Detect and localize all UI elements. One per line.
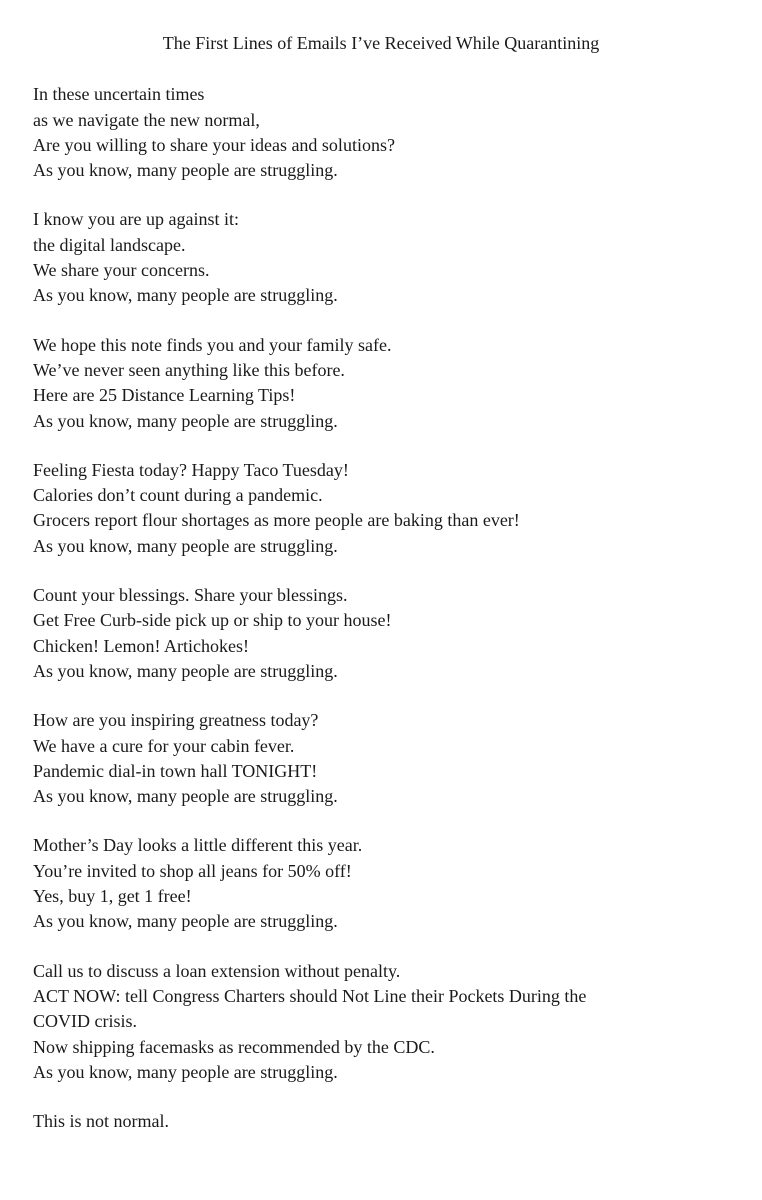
stanza [33, 583, 736, 684]
poem-line: Mother’s Day looks a little different this year. [33, 835, 363, 856]
stanza [33, 708, 736, 809]
stanza [33, 333, 736, 434]
poem-line: As you know, many people are struggling. [33, 535, 338, 556]
poem-line: We have a cure for your cabin fever. [33, 735, 295, 756]
poem-line: Pandemic dial-in town hall TONIGHT! [33, 760, 318, 781]
poem-line: I know you are up against it: [33, 209, 239, 230]
poem-line: Grocers report flour shortages as more people are baking than ever! [33, 510, 520, 531]
poem-body [33, 82, 736, 1134]
poem-line: As you know, many people are struggling. [33, 911, 338, 932]
stanza [33, 458, 736, 559]
stanza [33, 207, 736, 308]
poem-line: Here are 25 Distance Learning Tips! [33, 385, 296, 406]
poem-line: Feeling Fiesta today? Happy Taco Tuesday! [33, 459, 349, 480]
poem-line: Chicken! Lemon! Artichokes! [33, 635, 249, 656]
poem-line: Now shipping facemasks as recommended by the CDC. [33, 1036, 435, 1057]
stanza-container [33, 82, 736, 1085]
poem-line: Call us to discuss a loan extension without penalty. [33, 960, 401, 981]
poem-line: As you know, many people are struggling. [33, 786, 338, 807]
poem-line: Are you willing to share your ideas and solutions? [33, 134, 395, 155]
poem-line: As you know, many people are struggling. [33, 1061, 338, 1082]
poem-line: as we navigate the new normal, [33, 109, 260, 130]
poem-line: Calories don’t count during a pandemic. [33, 485, 323, 506]
poem-line: How are you inspiring greatness today? [33, 710, 319, 731]
poem-line: As you know, many people are struggling. [33, 160, 338, 181]
poem-title: The First Lines of Emails I’ve Received While Quarantining [162, 33, 600, 53]
stanza [33, 959, 736, 1085]
poem-line: Count your blessings. Share your blessings. [33, 585, 348, 606]
poem-line: You’re invited to shop all jeans for 50% off! [33, 860, 352, 881]
poem-closing-line: This is not normal. [33, 1111, 169, 1132]
poem-line: We hope this note finds you and your family safe. [33, 334, 392, 355]
poem-line: Get Free Curb-side pick up or ship to your house! [33, 610, 392, 631]
poem-line: the digital landscape. [33, 234, 186, 255]
poem-line: We share your concerns. [33, 260, 210, 281]
poem-line: ACT NOW: tell Congress Charters should Not Line their Pockets During the [33, 985, 587, 1006]
poem-line: As you know, many people are struggling. [33, 410, 338, 431]
stanza [33, 833, 736, 934]
poem-line: We’ve never seen anything like this before. [33, 359, 345, 380]
poem-line: In these uncertain times [33, 84, 205, 105]
stanza [33, 82, 736, 183]
poem-line: As you know, many people are struggling. [33, 285, 338, 306]
poem-line: COVID crisis. [33, 1011, 137, 1032]
poem-line: As you know, many people are struggling. [33, 660, 338, 681]
poem-line: Yes, buy 1, get 1 free! [33, 886, 192, 907]
